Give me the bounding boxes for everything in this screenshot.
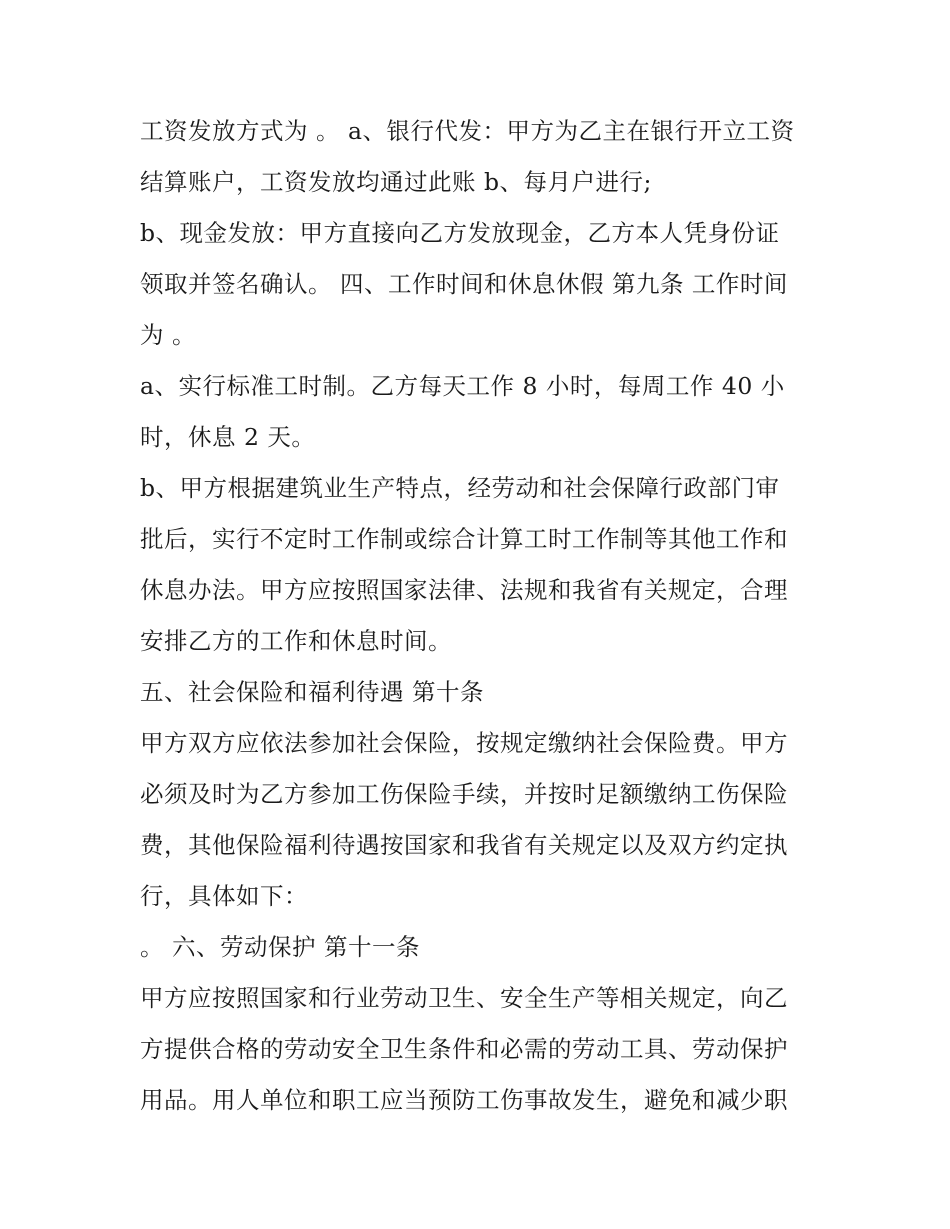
- text-line: 行，具体如下：: [140, 882, 308, 910]
- document-body: [140, 106, 830, 1126]
- text-line: 费，其他保险福利待遇按国家和我省有关规定以及双方约定执: [140, 831, 788, 859]
- text-line: 批后，实行不定时工作制或综合计算工时工作制等其他工作和: [140, 525, 788, 553]
- text-line: 结算账户，工资发放均通过此账 b、每月户进行;: [140, 168, 652, 196]
- section-heading: 。 六、劳动保护 第十一条: [140, 933, 420, 961]
- text-line: 工资发放方式为 。 a、银行代发：甲方为乙主在银行开立工资: [140, 117, 795, 145]
- text-line: 安排乙方的工作和休息时间。: [140, 627, 452, 655]
- text-line: 必须及时为乙方参加工伤保险手续，并按时足额缴纳工伤保险: [140, 780, 788, 808]
- text-line: 为 。: [140, 321, 196, 349]
- text-line: b、甲方根据建筑业生产特点，经劳动和社会保障行政部门审: [140, 474, 780, 502]
- section-heading: 五、社会保险和福利待遇 第十条: [140, 678, 484, 706]
- text-line: 休息办法。甲方应按照国家法律、法规和我省有关规定，合理: [140, 576, 788, 604]
- text-line: 方提供合格的劳动安全卫生条件和必需的劳动工具、劳动保护: [140, 1035, 788, 1063]
- text-line: 甲方应按照国家和行业劳动卫生、安全生产等相关规定，向乙: [140, 984, 788, 1012]
- text-line: a、实行标准工时制。乙方每天工作 8 小时，每周工作 40 小: [140, 372, 785, 400]
- text-line: 领取并签名确认。 四、工作时间和休息休假 第九条 工作时间: [140, 270, 788, 298]
- text-line: 甲方双方应依法参加社会保险，按规定缴纳社会保险费。甲方: [140, 729, 788, 757]
- text-line: 用品。用人单位和职工应当预防工伤事故发生，避免和减少职: [140, 1086, 788, 1114]
- text-line: b、现金发放：甲方直接向乙方发放现金，乙方本人凭身份证: [140, 219, 780, 247]
- text-line: 时，休息 2 天。: [140, 423, 316, 451]
